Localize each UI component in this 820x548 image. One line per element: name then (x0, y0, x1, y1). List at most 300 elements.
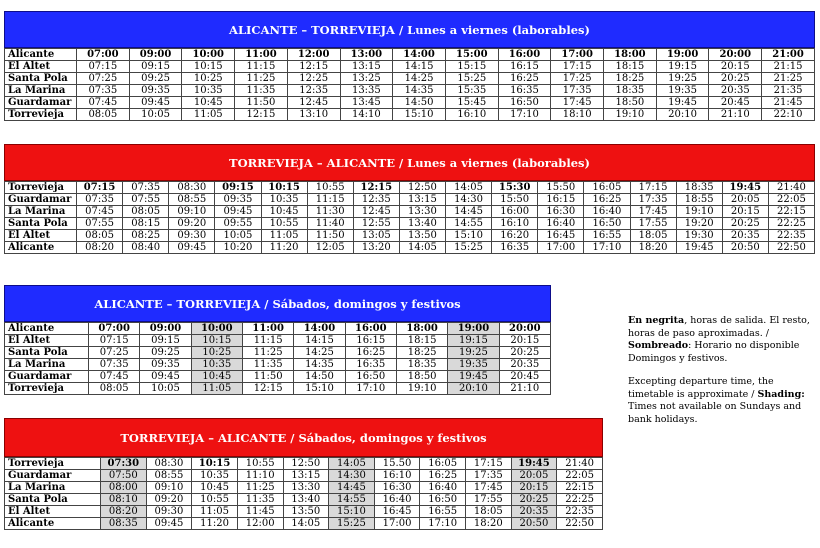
time-cell: 07:55 (123, 194, 169, 206)
time-cell: 16:15 (345, 335, 396, 347)
time-cell: 14:25 (393, 73, 446, 85)
time-cell: 10:05 (129, 109, 182, 121)
time-cell: 09:15 (129, 61, 182, 73)
stop-name: Torrevieja (5, 182, 77, 194)
time-cell: 13:05 (353, 230, 399, 242)
stop-name: Torrevieja (5, 383, 89, 395)
time-cell: 08:05 (77, 109, 130, 121)
table-row (5, 109, 815, 121)
time-cell: 07:35 (77, 194, 123, 206)
time-cell: 21:45 (762, 97, 815, 109)
table-row (5, 242, 815, 254)
time-cell: 22:50 (557, 518, 603, 530)
time-cell: 21:00 (762, 49, 815, 61)
time-cell: 13:45 (340, 97, 393, 109)
time-cell: 12:50 (399, 182, 445, 194)
table-title-band (4, 418, 603, 457)
table-row (5, 182, 815, 194)
time-cell: 12:55 (353, 218, 399, 230)
time-cell: 14:30 (446, 194, 492, 206)
time-cell: 22:50 (768, 242, 814, 254)
time-cell: 18:15 (604, 61, 657, 73)
time-cell: 09:00 (129, 49, 182, 61)
time-cell: 11:20 (261, 242, 307, 254)
stop-name: Santa Pola (5, 73, 77, 85)
time-cell: 12:00 (287, 49, 340, 61)
time-cell: 10:35 (192, 470, 238, 482)
table-title: TORREVIEJA – ALICANTE / Lunes a viernes (laborables) (229, 155, 590, 170)
time-cell: 07:55 (77, 218, 123, 230)
time-cell: 10:05 (140, 383, 191, 395)
time-cell: 20:10 (448, 383, 499, 395)
time-cell: 09:15 (140, 335, 191, 347)
time-cell: 17:10 (584, 242, 630, 254)
time-cell: 20:25 (511, 494, 557, 506)
table-title-band (4, 144, 815, 181)
stop-name: Alicante (5, 323, 89, 335)
time-cell: 15:10 (294, 383, 345, 395)
time-cell: 20:00 (499, 323, 550, 335)
time-cell: 17:00 (374, 518, 420, 530)
time-cell: 16:50 (584, 218, 630, 230)
time-cell: 08:40 (123, 242, 169, 254)
table-row (5, 458, 603, 470)
time-cell: 22:15 (768, 206, 814, 218)
time-cell: 11:05 (191, 383, 242, 395)
time-cell: 11:00 (242, 323, 293, 335)
time-cell: 18:35 (676, 182, 722, 194)
time-cell: 11:35 (242, 359, 293, 371)
time-cell: 12:35 (353, 194, 399, 206)
stop-name: Guardamar (5, 194, 77, 206)
time-cell: 14:05 (446, 182, 492, 194)
timetable-torrevieja-alicante-weekend (4, 418, 603, 530)
time-cell: 14:50 (294, 371, 345, 383)
time-cell: 19:20 (676, 218, 722, 230)
time-cell: 20:35 (722, 230, 768, 242)
time-cell: 15:50 (492, 194, 538, 206)
time-cell: 13:15 (340, 61, 393, 73)
time-cell: 16:45 (374, 506, 420, 518)
time-cell: 08:30 (146, 458, 192, 470)
time-cell: 17:15 (551, 61, 604, 73)
time-cell: 12:15 (242, 383, 293, 395)
table-row (5, 49, 815, 61)
time-cell: 14:45 (446, 206, 492, 218)
time-cell: 11:15 (242, 335, 293, 347)
time-cell: 18:50 (396, 371, 447, 383)
time-cell: 20:35 (499, 359, 550, 371)
time-cell: 13:15 (283, 470, 329, 482)
time-cell: 20:50 (722, 242, 768, 254)
time-cell: 07:45 (77, 97, 130, 109)
time-cell: 17:45 (466, 482, 512, 494)
table-title-band (4, 285, 551, 322)
table-row (5, 359, 551, 371)
time-cell: 16:20 (492, 230, 538, 242)
time-cell: 18:35 (396, 359, 447, 371)
time-cell: 16:40 (420, 482, 466, 494)
time-cell: 07:25 (77, 73, 130, 85)
time-cell: 14:30 (329, 470, 375, 482)
time-cell: 20:45 (499, 371, 550, 383)
stop-name: Santa Pola (5, 218, 77, 230)
table-row (5, 506, 603, 518)
time-cell: 13:10 (287, 109, 340, 121)
time-cell: 18:10 (551, 109, 604, 121)
time-cell: 08:55 (169, 194, 215, 206)
time-cell: 19:30 (676, 230, 722, 242)
time-cell: 09:45 (140, 371, 191, 383)
time-cell: 09:55 (215, 218, 261, 230)
time-cell: 19:10 (676, 206, 722, 218)
time-cell: 07:35 (89, 359, 140, 371)
time-cell: 17:25 (551, 73, 604, 85)
time-cell: 09:35 (215, 194, 261, 206)
time-cell: 12:15 (235, 109, 288, 121)
time-cell: 16:55 (420, 506, 466, 518)
time-cell: 14:15 (294, 335, 345, 347)
time-cell: 17:35 (466, 470, 512, 482)
time-cell: 17:10 (420, 518, 466, 530)
time-cell: 14:05 (329, 458, 375, 470)
stop-name: Guardamar (5, 371, 89, 383)
stop-name: Guardamar (5, 470, 101, 482)
table-row (5, 218, 815, 230)
legend-spanish (628, 315, 816, 365)
time-cell: 19:45 (656, 97, 709, 109)
legend-shading-label: Shading: (757, 388, 805, 400)
time-cell: 13:50 (399, 230, 445, 242)
time-cell: 09:20 (169, 218, 215, 230)
time-cell: 14:05 (283, 518, 329, 530)
time-cell: 07:15 (77, 182, 123, 194)
time-cell: 10:35 (261, 194, 307, 206)
stop-name: El Altet (5, 61, 77, 73)
time-cell: 15:25 (446, 242, 492, 254)
time-cell: 20:50 (511, 518, 557, 530)
time-cell: 11:35 (237, 494, 283, 506)
time-cell: 16:00 (498, 49, 551, 61)
time-cell: 07:00 (89, 323, 140, 335)
table-row (5, 335, 551, 347)
time-cell: 22:35 (557, 506, 603, 518)
time-cell: 07:45 (89, 371, 140, 383)
time-cell: 19:15 (656, 61, 709, 73)
time-cell: 16:05 (420, 458, 466, 470)
time-cell: 14:55 (329, 494, 375, 506)
time-cell: 15:10 (446, 230, 492, 242)
time-cell: 07:25 (89, 347, 140, 359)
time-cell: 16:00 (492, 206, 538, 218)
time-cell: 09:30 (169, 230, 215, 242)
time-cell: 16:25 (345, 347, 396, 359)
time-cell: 19:45 (511, 458, 557, 470)
time-cell: 13:00 (340, 49, 393, 61)
time-cell: 11:25 (242, 347, 293, 359)
time-cell: 12:35 (287, 85, 340, 97)
time-cell: 20:10 (656, 109, 709, 121)
time-cell: 08:05 (89, 383, 140, 395)
time-cell: 16:05 (584, 182, 630, 194)
table-row (5, 323, 551, 335)
stop-name: Santa Pola (5, 347, 89, 359)
time-cell: 08:05 (123, 206, 169, 218)
timetable-torrevieja-alicante-weekdays (4, 144, 815, 254)
time-cell: 12:15 (353, 182, 399, 194)
time-cell: 22:10 (762, 109, 815, 121)
table-row (5, 206, 815, 218)
time-cell: 19:00 (656, 49, 709, 61)
time-cell: 13:40 (283, 494, 329, 506)
time-cell: 15.50 (374, 458, 420, 470)
time-cell: 16:45 (538, 230, 584, 242)
stop-name: Alicante (5, 518, 101, 530)
stop-name: La Marina (5, 206, 77, 218)
time-cell: 22:25 (768, 218, 814, 230)
time-cell: 12:45 (287, 97, 340, 109)
time-cell: 13:35 (340, 85, 393, 97)
time-cell: 09:10 (169, 206, 215, 218)
time-cell: 08:55 (146, 470, 192, 482)
time-cell: 10:45 (192, 482, 238, 494)
timetable-grid (4, 457, 603, 530)
time-cell: 08:15 (123, 218, 169, 230)
time-cell: 16:25 (584, 194, 630, 206)
time-cell: 09:25 (129, 73, 182, 85)
time-cell: 18:50 (604, 97, 657, 109)
time-cell: 18:55 (676, 194, 722, 206)
table-row (5, 73, 815, 85)
time-cell: 17:15 (466, 458, 512, 470)
time-cell: 20:15 (709, 61, 762, 73)
time-cell: 14:00 (294, 323, 345, 335)
time-cell: 20:45 (709, 97, 762, 109)
table-title: ALICANTE – TORREVIEJA / Sábados, domingos y festivos (94, 296, 461, 311)
time-cell: 16:35 (345, 359, 396, 371)
time-cell: 14:15 (393, 61, 446, 73)
time-cell: 17:35 (630, 194, 676, 206)
timetable-alicante-torrevieja-weekdays (4, 11, 815, 121)
time-cell: 11:10 (237, 470, 283, 482)
time-cell: 09:20 (146, 494, 192, 506)
time-cell: 14:45 (329, 482, 375, 494)
time-cell: 15:15 (445, 61, 498, 73)
time-cell: 16:00 (345, 323, 396, 335)
time-cell: 11:40 (307, 218, 353, 230)
time-cell: 10:05 (215, 230, 261, 242)
time-cell: 12:45 (353, 206, 399, 218)
time-cell: 11:35 (235, 85, 288, 97)
time-cell: 13:15 (399, 194, 445, 206)
time-cell: 17:55 (630, 218, 676, 230)
stop-name: El Altet (5, 506, 101, 518)
time-cell: 11:15 (235, 61, 288, 73)
time-cell: 10:45 (191, 371, 242, 383)
time-cell: 08:20 (101, 506, 147, 518)
time-cell: 09:10 (146, 482, 192, 494)
time-cell: 19:00 (448, 323, 499, 335)
time-cell: 10:15 (191, 335, 242, 347)
time-cell: 10:00 (191, 323, 242, 335)
time-cell: 14:55 (446, 218, 492, 230)
legend-bold-label: En negrita (628, 315, 685, 326)
time-cell: 10:35 (191, 359, 242, 371)
time-cell: 21:40 (768, 182, 814, 194)
time-cell: 22:15 (557, 482, 603, 494)
time-cell: 20:00 (709, 49, 762, 61)
time-cell: 11:50 (235, 97, 288, 109)
time-cell: 09:45 (146, 518, 192, 530)
time-cell: 13:30 (399, 206, 445, 218)
time-cell: 20:25 (499, 347, 550, 359)
time-cell: 12:50 (283, 458, 329, 470)
time-cell: 11:45 (237, 506, 283, 518)
time-cell: 11:00 (235, 49, 288, 61)
time-cell: 22:25 (557, 494, 603, 506)
timetable-grid (4, 322, 551, 395)
time-cell: 12:05 (307, 242, 353, 254)
time-cell: 21:10 (709, 109, 762, 121)
time-cell: 11:25 (237, 482, 283, 494)
time-cell: 19:25 (448, 347, 499, 359)
time-cell: 16:40 (584, 206, 630, 218)
time-cell: 10:25 (182, 73, 235, 85)
time-cell: 08:25 (123, 230, 169, 242)
time-cell: 15:10 (393, 109, 446, 121)
time-cell: 17:00 (551, 49, 604, 61)
time-cell: 17:00 (538, 242, 584, 254)
time-cell: 13:30 (283, 482, 329, 494)
time-cell: 16:15 (538, 194, 584, 206)
time-cell: 17:35 (551, 85, 604, 97)
time-cell: 07:30 (101, 458, 147, 470)
stop-name: La Marina (5, 482, 101, 494)
stop-name: Alicante (5, 49, 77, 61)
time-cell: 14:35 (294, 359, 345, 371)
time-cell: 10:55 (237, 458, 283, 470)
time-cell: 11:20 (192, 518, 238, 530)
time-cell: 11:30 (307, 206, 353, 218)
time-cell: 19:35 (656, 85, 709, 97)
legend-english (628, 376, 816, 426)
legend-text: : Horario no disponible Domingos y festivos. (628, 340, 800, 364)
stop-name: Guardamar (5, 97, 77, 109)
timetable-grid (4, 181, 815, 254)
time-cell: 20:15 (499, 335, 550, 347)
time-cell: 07:35 (77, 85, 130, 97)
time-cell: 16:50 (345, 371, 396, 383)
time-cell: 17:45 (630, 206, 676, 218)
time-cell: 19:45 (722, 182, 768, 194)
time-cell: 10:15 (261, 182, 307, 194)
table-row (5, 470, 603, 482)
time-cell: 14:10 (340, 109, 393, 121)
time-cell: 10:45 (261, 206, 307, 218)
time-cell: 11:15 (307, 194, 353, 206)
time-cell: 17:15 (630, 182, 676, 194)
time-cell: 10:55 (261, 218, 307, 230)
time-cell: 07:45 (77, 206, 123, 218)
time-cell: 07:15 (89, 335, 140, 347)
time-cell: 16:30 (538, 206, 584, 218)
legend-text: Times not available on Sundays and bank holidays. (628, 401, 802, 425)
time-cell: 13:50 (283, 506, 329, 518)
stop-name: El Altet (5, 230, 77, 242)
time-cell: 07:50 (101, 470, 147, 482)
time-cell: 20:35 (709, 85, 762, 97)
time-cell: 10:15 (192, 458, 238, 470)
time-cell: 19:25 (656, 73, 709, 85)
time-cell: 09:45 (169, 242, 215, 254)
time-cell: 10:25 (191, 347, 242, 359)
table-title: ALICANTE – TORREVIEJA / Lunes a viernes (laborables) (229, 22, 590, 37)
time-cell: 18:00 (604, 49, 657, 61)
time-cell: 17:10 (498, 109, 551, 121)
time-cell: 19:45 (676, 242, 722, 254)
time-cell: 08:20 (77, 242, 123, 254)
time-cell: 13:40 (399, 218, 445, 230)
time-cell: 22:05 (557, 470, 603, 482)
time-cell: 10:55 (192, 494, 238, 506)
time-cell: 20:15 (722, 206, 768, 218)
time-cell: 12:25 (287, 73, 340, 85)
time-cell: 09:35 (140, 359, 191, 371)
time-cell: 16:40 (374, 494, 420, 506)
time-cell: 16:25 (498, 73, 551, 85)
time-cell: 16:55 (584, 230, 630, 242)
time-cell: 08:05 (77, 230, 123, 242)
time-cell: 20:25 (709, 73, 762, 85)
time-cell: 10:15 (182, 61, 235, 73)
time-cell: 16:50 (420, 494, 466, 506)
time-cell: 15:30 (492, 182, 538, 194)
time-cell: 16:10 (492, 218, 538, 230)
time-cell: 18:25 (396, 347, 447, 359)
time-cell: 11:50 (307, 230, 353, 242)
time-cell: 10:20 (215, 242, 261, 254)
legend-text: , horas de salida. El resto, horas de paso aproximadas. / (628, 315, 810, 339)
table-row (5, 61, 815, 73)
time-cell: 15:50 (538, 182, 584, 194)
time-cell: 13:25 (340, 73, 393, 85)
time-cell: 08:30 (169, 182, 215, 194)
time-cell: 20:25 (722, 218, 768, 230)
time-cell: 16:30 (374, 482, 420, 494)
time-cell: 21:15 (762, 61, 815, 73)
time-cell: 16:25 (420, 470, 466, 482)
time-cell: 11:05 (182, 109, 235, 121)
time-cell: 14:00 (393, 49, 446, 61)
stop-name: Torrevieja (5, 109, 77, 121)
table-row (5, 230, 815, 242)
time-cell: 14:25 (294, 347, 345, 359)
table-row (5, 97, 815, 109)
table-title: TORREVIEJA – ALICANTE / Sábados, domingos y festivos (120, 430, 487, 445)
time-cell: 14:05 (399, 242, 445, 254)
time-cell: 09:30 (146, 506, 192, 518)
time-cell: 13:20 (353, 242, 399, 254)
time-cell: 11:25 (235, 73, 288, 85)
time-cell: 20:05 (722, 194, 768, 206)
time-cell: 10:00 (182, 49, 235, 61)
time-cell: 17:10 (345, 383, 396, 395)
time-cell: 15:25 (329, 518, 375, 530)
time-cell: 17:45 (551, 97, 604, 109)
time-cell: 09:15 (215, 182, 261, 194)
time-cell: 21:25 (762, 73, 815, 85)
time-cell: 10:35 (182, 85, 235, 97)
